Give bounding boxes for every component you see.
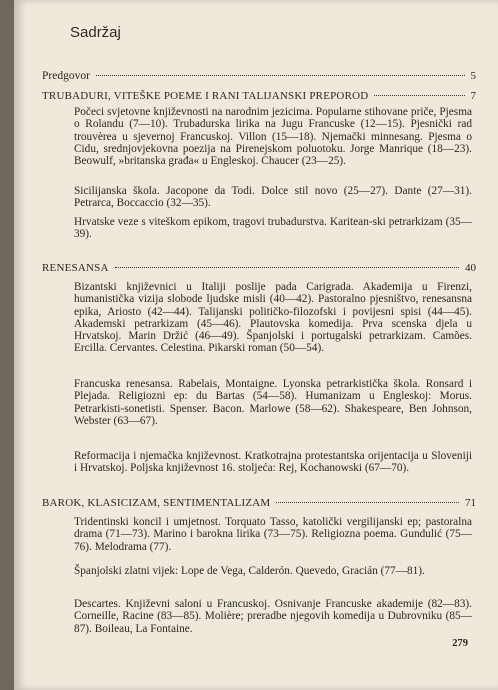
section-paragraph: Španjolski zlatni vijek: Lope de Vega, Calderón. Quevedo, Gracián (77—81). (74, 565, 425, 577)
section-heading-label: BAROK, KLASICIZAM, SENTIMENTALIZAM (42, 497, 271, 509)
toc-entry-page: 5 (470, 70, 476, 82)
leader-dots (276, 502, 459, 503)
section-heading-label: RENESANSA (42, 262, 109, 274)
section-paragraph: Francuska renesansa. Rabelais, Montaigne. Lyonska petrarkistička škola. Ronsard i Plejada. Religiozni ep: du Bartas (54—58). Humanizam u Engleskoj: Morus. Petrarkisti-sonetisti. Spenser. Bacon. Marlowe (58—62). Shakespeare, Ben Johnson, Webster (63—67). (74, 378, 472, 427)
section-heading-label: TRUBADURI, VITEŠKE POEME I RANI TALIJANSKI PREPOROD (42, 90, 369, 102)
section-page: 40 (465, 262, 476, 274)
page-number: 279 (452, 638, 468, 649)
section-paragraph: Bizantski književnici u Italiji poslije pada Carigrada. Akademija u Firenzi, humanistička vizija slobode ljudske misli (40—42). Pastoralno pjesništvo, renesansna epika, Ariosto (42—44). Talijanski političko-filozofski i povijesni spisi (44—45). Akademski petrarkizam (45—46). Plautovska komedija. Prva scenska djela u Hrvatskoj. Marin Držić (46—49). Španjolski i portugalski petrarkizam. Camões. Ercilla. Cervantes. Celestina. Pikarski roman (50—54). (74, 281, 472, 355)
section-page: 71 (465, 497, 476, 509)
section-heading-barok[interactable] (42, 496, 476, 510)
toc-entry-predgovor[interactable] (42, 69, 476, 83)
section-paragraph: Počeci svjetovne književnosti na narodnim jezicima. Popularne stihovane priče, Pjesma o Rolandu (7—10). Trubadurska lirika na Jugu Francuske (12—15). Pjesnički rad trouvèrea u sjevernoj Francuskoj. Villon (15—18). Njemački minnesang. Pjesma o Cidu, srednjovjekovna poezija na Pirenejskom poluotoku. Jorge Manrique (18—23). Beowulf, »britanska građa« u Engleskoj. Chaucer (23—25). (74, 106, 472, 168)
section-paragraph: Reformacija i njemačka književnost. Kratkotrajna protestantska orijentacija u Sloveniji i Hrvatskoj. Poljska književnost 16. stoljeća: Rej, Kochanowski (67—70). (74, 450, 472, 475)
page-title: Sadržaj (70, 24, 121, 41)
leader-dots (115, 267, 459, 268)
section-page: 7 (470, 90, 476, 102)
toc-entry-label: Predgovor (42, 70, 90, 82)
section-paragraph: Sicilijanska škola. Jacopone da Todi. Dolce stil novo (25—27). Dante (27—31). Petrarca, Boccaccio (32—35). (74, 185, 472, 210)
section-paragraph: Descartes. Književni saloni u Francuskoj. Osnivanje Francuske akademije (82—83). Corneille, Racine (83—85). Molière; preradbe njegovih komedija u Dubrovniku (85—87). Boileau, La Fontaine. (74, 598, 472, 635)
leader-dots (96, 75, 465, 76)
section-paragraph: Tridentinski koncil i umjetnost. Torquato Tasso, katolički vergilijanski ep; pastoralna drama (71—73). Marino i barokna lirika (73—75). Religiozna poema. Gundulić (75—76). Melodrama (77). (74, 516, 472, 553)
section-heading-trubaduri[interactable] (42, 89, 476, 103)
section-heading-renesansa[interactable] (42, 261, 476, 275)
book-page (14, 0, 498, 690)
leader-dots (374, 95, 464, 96)
section-paragraph: Hrvatske veze s viteškom epikom, tragovi trubadurstva. Karitean-ski petrarkizam (35—39). (74, 216, 472, 241)
